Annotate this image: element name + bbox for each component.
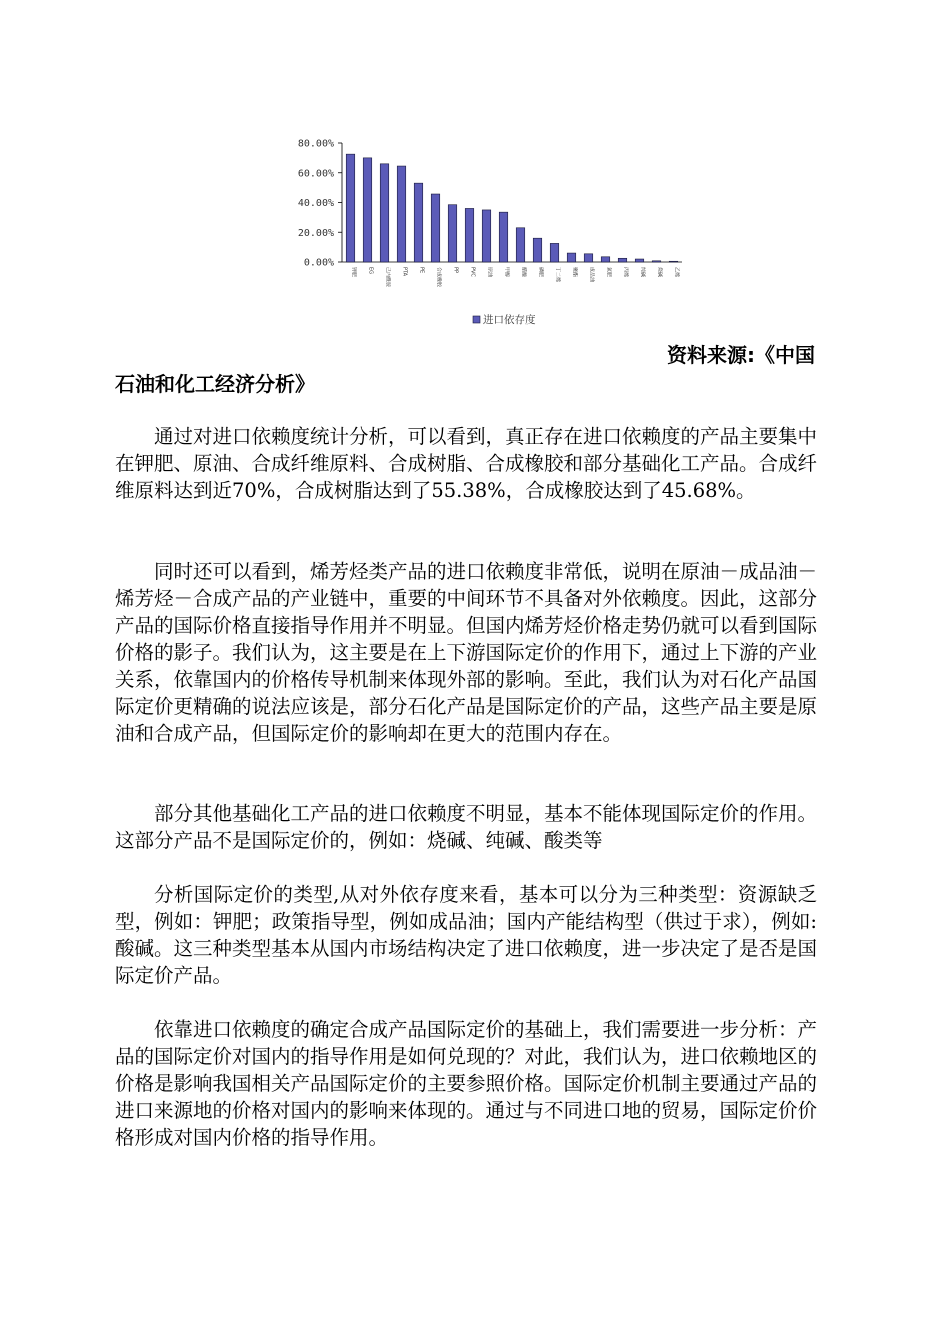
import-dependency-chart — [270, 130, 700, 340]
legend-swatch — [473, 316, 480, 323]
x-tick-label: 醋酸 — [520, 267, 527, 278]
bar — [363, 158, 372, 262]
x-tick-label: 乙烯 — [673, 267, 680, 278]
bar — [669, 261, 678, 262]
y-tick-label: 0.00% — [303, 257, 334, 269]
bar — [567, 253, 576, 262]
x-tick-label: 磷肥 — [537, 267, 544, 278]
x-tick-label: EG — [367, 267, 374, 275]
x-tick-label: PE — [418, 267, 425, 274]
x-tick-label: 成品油 — [588, 267, 595, 283]
bar — [414, 183, 423, 262]
x-tick-label: 甲醇 — [503, 267, 510, 278]
bar — [499, 212, 508, 262]
paragraph-1: 通过对进口依赖度统计分析，可以看到，真正存在进口依赖度的产品主要集中在钾肥、原油、合成纤维原料、合成树脂、合成橡胶和部分基础化工产品。合成纤维原料达到近70%，合成树脂达到了55.38%，合成橡胶达到了45.68%。 — [115, 425, 818, 502]
bar — [652, 261, 661, 262]
bar — [431, 194, 440, 262]
paragraph-4: 分析国际定价的类型,从对外依存度来看，基本可以分为三种类型：资源缺乏型，例如：钾肥；政策指导型，例如成品油；国内产能结构型（供过于求），例如:酸碱。这三种类型基本从国内市场结构决定了进口依赖度，进一步决定了是否是国际定价产品。 — [115, 883, 818, 987]
bar — [465, 208, 474, 262]
x-tick-label: 氮肥 — [605, 267, 612, 278]
paragraph-2: 同时还可以看到，烯芳烃类产品的进口依赖度非常低，说明在原油－成品油－烯芳烃－合成产品的产业链中，重要的中间环节不具备对外依赖度。因此，这部分产品的国际价格直接指导作用并不明显。但国内烯芳烃价格走势仍就可以看到国际价格的影子。我们认为，这主要是在上下游国际定价的作用下，通过上下游的产业关系，依靠国内的价格传导机制来体现外部的影响。至此，我们认为对石化产品国际定价更精确的说法应该是，部分石化产品是国际定价的产品，这些产品主要是原油和合成产品，但国际定价的影响却在更大的范围内存在。 — [115, 560, 818, 745]
x-tick-label: PTA — [401, 267, 408, 277]
x-tick-label: 纯碱 — [639, 267, 646, 278]
bar — [618, 258, 627, 262]
bar — [635, 259, 644, 262]
paragraph-3: 部分其他基础化工产品的进口依赖度不明显，基本不能体现国际定价的作用。这部分产品不是国际定价的，例如：烧碱、纯碱、酸类等 — [115, 802, 818, 852]
bar — [482, 210, 491, 262]
bar — [346, 154, 355, 262]
y-tick-label: 60.00% — [297, 168, 334, 180]
x-tick-label: 钾肥 — [350, 267, 357, 278]
y-tick-label: 40.00% — [297, 198, 334, 209]
legend-label: 进口依存度 — [483, 314, 536, 326]
bar — [533, 238, 542, 262]
x-tick-label: 丙烯 — [622, 267, 629, 278]
source-citation-line2: 石油和化工经济分析》 — [115, 372, 315, 396]
x-tick-label: PVC — [469, 267, 476, 277]
x-tick-label: 原油 — [486, 267, 493, 278]
y-tick-label: 20.00% — [297, 227, 334, 239]
y-tick-label: 80.00% — [297, 138, 334, 150]
bar — [601, 257, 610, 262]
bar — [516, 228, 525, 262]
paragraph-5: 依靠进口依赖度的确定合成产品国际定价的基础上，我们需要进一步分析：产品的国际定价对国内的指导作用是如何兑现的？对此，我们认为，进口依赖地区的价格是影响我国相关产品国际定价的主要参照价格。国际定价机制主要通过产品的进口来源地的价格对国内的影响来体现的。通过与不同进口地的贸易，国际定价价格形成对国内价格的指导作用。 — [115, 1018, 818, 1149]
x-tick-label: 聚酯 — [571, 267, 578, 278]
x-tick-label: 己内酰胺 — [384, 267, 391, 288]
x-tick-label: 合成橡胶 — [435, 267, 442, 288]
bar — [550, 243, 559, 262]
x-tick-label: 丁二烯 — [554, 267, 561, 283]
source-citation-line1: 资料来源:《中国 — [667, 343, 815, 367]
bar — [397, 166, 406, 262]
bar — [584, 254, 593, 262]
bar — [380, 164, 389, 262]
bar — [448, 205, 457, 262]
x-tick-label: PP — [452, 267, 459, 274]
x-tick-label: 烧碱 — [656, 267, 663, 278]
